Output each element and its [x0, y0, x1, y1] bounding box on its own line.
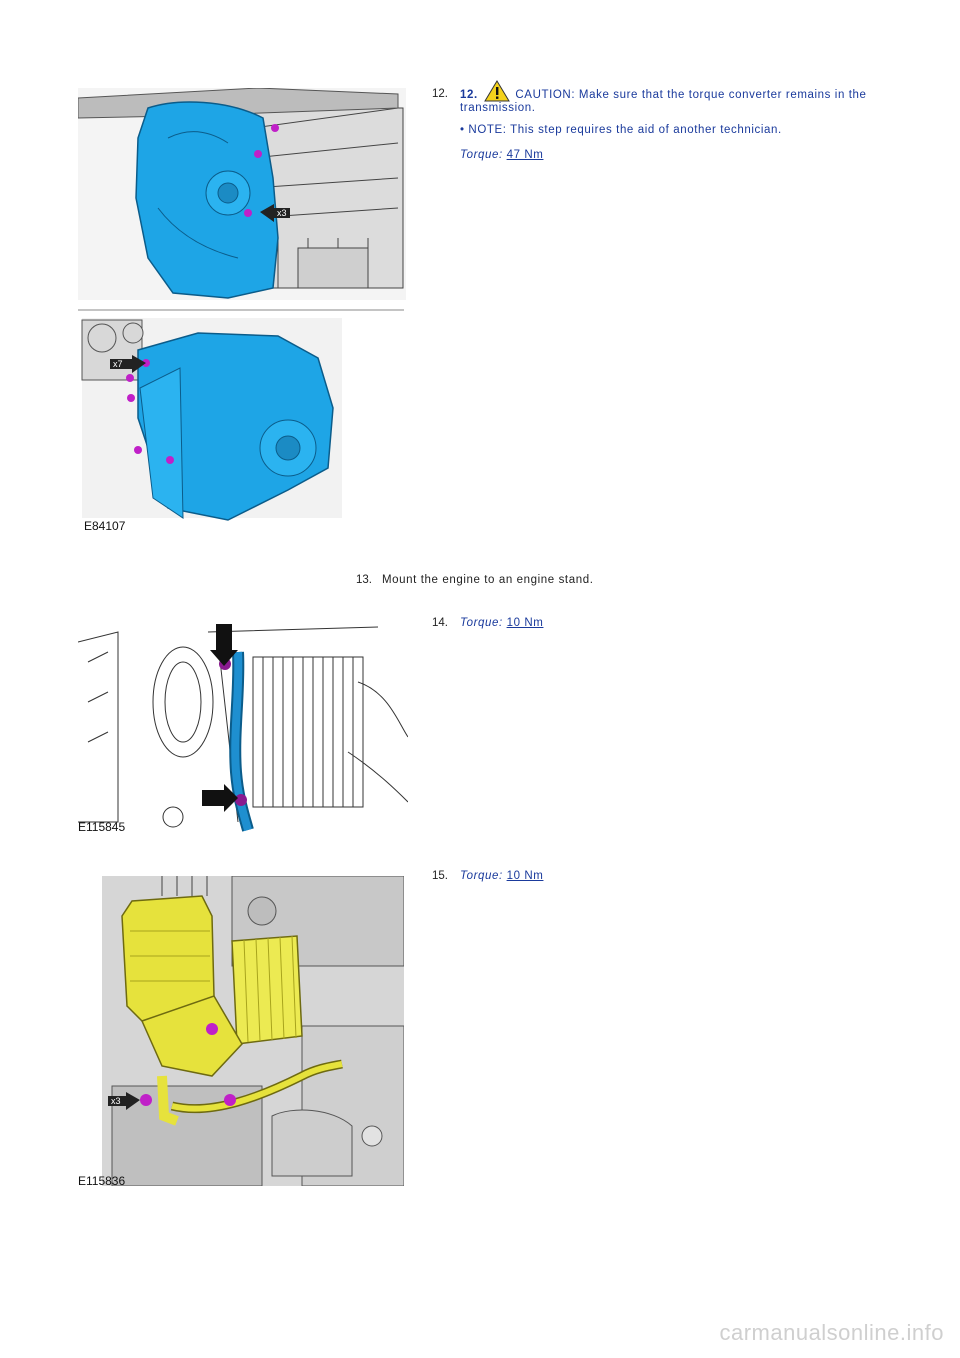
torque-value[interactable]: 47 Nm [506, 149, 544, 161]
figure-e115845 [78, 622, 408, 832]
step-12-caution [460, 80, 900, 115]
step-14-number: 14. [432, 617, 448, 629]
step-12-torque [460, 149, 543, 162]
step-12-heading: 12. [460, 89, 478, 101]
step-15-number: 15. [432, 870, 448, 882]
step-12-caution-text: CAUTION: Make sure that the torque converter remains in the transmission. [460, 89, 867, 114]
figure-id-e115845: E115845 [78, 820, 126, 834]
torque-label: Torque: [460, 870, 503, 882]
callout-x3: x3 [111, 1096, 121, 1106]
step-12-number: 12. [432, 88, 448, 100]
footer-watermark: carmanualsonline.info [719, 1320, 944, 1345]
step-13-number: 13. [356, 574, 372, 586]
callout-x3: x3 [277, 208, 287, 218]
step-12-note: • NOTE: This step requires the aid of another technician. [460, 124, 782, 136]
figure-e115836 [102, 876, 404, 1186]
step-15-torque [460, 870, 543, 883]
callout-x7: x7 [113, 359, 123, 369]
torque-label: Torque: [460, 617, 503, 629]
figure-id-e84107: E84107 [84, 519, 126, 533]
figure-e84107 [78, 88, 406, 538]
torque-value[interactable]: 10 Nm [506, 870, 544, 882]
figure-id-e115836: E115836 [78, 1174, 126, 1188]
torque-label: Torque: [460, 149, 503, 161]
step-14-torque [460, 617, 543, 630]
step-13-text: Mount the engine to an engine stand. [382, 574, 594, 586]
warning-triangle-icon [484, 80, 510, 102]
torque-value[interactable]: 10 Nm [506, 617, 544, 629]
